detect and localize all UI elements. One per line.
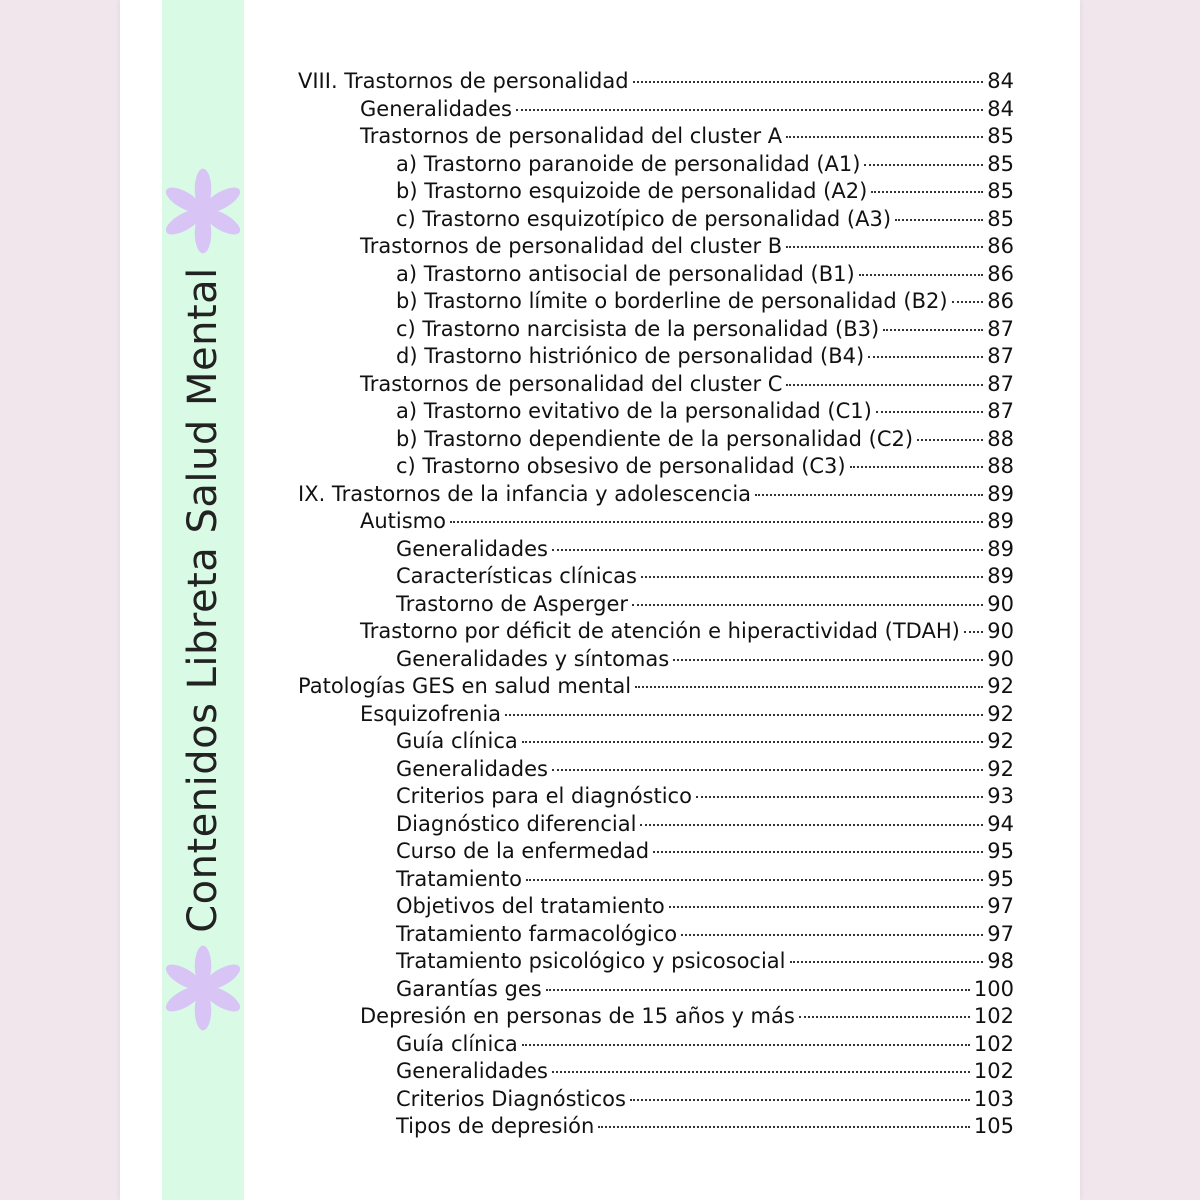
toc-entry — [396, 1113, 1014, 1140]
dot-leader — [917, 439, 983, 441]
toc-entry-page: 86 — [987, 289, 1014, 313]
toc-entry-page: 85 — [987, 124, 1014, 148]
toc-entry-page: 84 — [987, 69, 1014, 93]
sidebar-title: Contenidos Libreta Salud Mental — [180, 267, 226, 933]
toc-entry-label: Trastornos de personalidad del cluster C — [360, 371, 783, 396]
dot-leader — [786, 136, 983, 138]
dot-leader — [552, 769, 983, 771]
dot-leader — [633, 81, 984, 83]
toc-entry-page: 92 — [987, 729, 1014, 753]
toc-entry — [396, 563, 1014, 590]
toc-entry-page: 102 — [973, 1004, 1014, 1028]
toc-entry-page: 89 — [987, 564, 1014, 588]
toc-entry-label: Trastornos de personalidad del cluster A — [360, 124, 783, 148]
toc-entry-page: 85 — [987, 151, 1014, 176]
toc-entry-page: 102 — [973, 1059, 1014, 1083]
dot-leader — [876, 411, 983, 413]
toc-entry — [360, 233, 1014, 260]
toc-entry — [396, 811, 1014, 838]
toc-entry-label: Tipos de depresión — [396, 1114, 595, 1138]
toc-entry-label: c) Trastorno obsesivo de personalidad (C3) — [396, 454, 846, 478]
dot-leader — [850, 466, 984, 468]
toc-entry — [360, 618, 1014, 645]
toc-entry-label: b) Trastorno límite o borderline de personalidad (B2) — [396, 289, 948, 313]
toc-entry-label: Patologías GES en salud mental — [298, 674, 632, 698]
toc-entry — [396, 343, 1014, 370]
toc-entry-label: Esquizofrenia — [360, 701, 502, 726]
toc-entry-page: 94 — [987, 811, 1014, 836]
toc-entry-page: 105 — [973, 1114, 1014, 1138]
toc-entry-page: 87 — [987, 316, 1014, 341]
toc-entry-label: Diagnóstico diferencial — [396, 811, 637, 836]
toc-entry-label: Generalidades — [396, 536, 548, 561]
toc-entry-label: Trastornos de personalidad del cluster B — [360, 234, 783, 258]
dot-leader — [790, 961, 984, 963]
sidebar-band — [162, 0, 244, 1200]
dot-leader — [883, 329, 983, 331]
toc-entry — [396, 316, 1014, 343]
toc-entry — [360, 508, 1014, 535]
toc-entry-page: 85 — [987, 179, 1014, 203]
toc-entry-label: Características clínicas — [396, 564, 637, 588]
dot-leader — [673, 659, 983, 661]
toc-entry — [396, 756, 1014, 783]
dot-leader — [799, 1016, 970, 1018]
toc-entry — [396, 1086, 1014, 1113]
toc-entry-label: Garantías ges — [396, 976, 542, 1001]
toc-entry-page: 95 — [987, 866, 1014, 891]
dot-leader — [952, 301, 984, 303]
toc-entry-page: 90 — [987, 591, 1014, 616]
dot-leader — [630, 1099, 970, 1101]
dot-leader — [522, 741, 984, 743]
toc-entry-page: 97 — [987, 894, 1014, 918]
toc-entry-page: 92 — [987, 674, 1014, 698]
toc-entry — [396, 976, 1014, 1003]
toc-entry-page: 88 — [987, 426, 1014, 451]
dot-leader — [516, 109, 983, 111]
toc-entry-label: Depresión en personas de 15 años y más — [360, 1004, 795, 1028]
toc-entry-label: a) Trastorno antisocial de personalidad (B1) — [396, 261, 855, 286]
toc-entry — [360, 123, 1014, 150]
toc-entry-label: IX. Trastornos de la infancia y adolescencia — [298, 481, 752, 506]
toc-entry-label: VIII. Trastornos de personalidad — [298, 69, 629, 93]
toc-entry-label: d) Trastorno histriónico de personalidad (B4) — [396, 344, 865, 368]
toc-entry — [396, 866, 1014, 893]
toc-entry — [396, 261, 1014, 288]
toc-entry-label: Tratamiento psicológico y psicosocial — [396, 949, 786, 973]
dot-leader — [964, 631, 983, 633]
toc-entry — [396, 536, 1014, 563]
toc-entry-label: Criterios para el diagnóstico — [396, 784, 692, 808]
toc-entry-label: c) Trastorno esquizotípico de personalidad (A3) — [396, 206, 892, 231]
toc-entry-page: 87 — [987, 399, 1014, 423]
toc-entry-page: 95 — [987, 839, 1014, 863]
toc-entry — [396, 646, 1014, 673]
dot-leader — [871, 191, 983, 193]
toc-entry — [396, 921, 1014, 948]
flower-icon — [157, 165, 249, 257]
dot-leader — [895, 219, 983, 221]
toc-entry-label: Generalidades — [396, 756, 548, 781]
toc-entry-page: 102 — [973, 1031, 1014, 1056]
toc-entry — [396, 728, 1014, 755]
toc-entry-page: 89 — [987, 536, 1014, 561]
toc-entry-page: 86 — [987, 261, 1014, 286]
dot-leader — [522, 1044, 970, 1046]
toc-entry-label: Generalidades y síntomas — [396, 646, 670, 671]
toc-entry-page: 90 — [987, 646, 1014, 671]
toc-entry-label: Objetivos del tratamiento — [396, 894, 665, 918]
toc-entry-page: 92 — [987, 701, 1014, 726]
dot-leader — [864, 164, 983, 166]
toc-entry-label: Tratamiento farmacológico — [396, 921, 678, 946]
toc-entry — [298, 673, 1014, 700]
toc-entry — [396, 151, 1014, 178]
toc-entry — [396, 948, 1014, 975]
toc-entry-page: 90 — [987, 619, 1014, 643]
toc-entry — [396, 783, 1014, 810]
toc-entry-page: 85 — [987, 206, 1014, 231]
dot-leader — [868, 356, 983, 358]
dot-leader — [786, 246, 983, 248]
dot-leader — [635, 686, 983, 688]
dot-leader — [450, 521, 983, 523]
toc-entry — [360, 96, 1014, 123]
toc-entry-label: Autismo — [360, 509, 446, 533]
toc-entry-page: 88 — [987, 454, 1014, 478]
toc-entry — [360, 1003, 1014, 1030]
toc-entry-page: 89 — [987, 509, 1014, 533]
dot-leader — [546, 989, 970, 991]
toc-entry-label: Trastorno por déficit de atención e hiperactividad (TDAH) — [360, 619, 960, 643]
toc-entry-label: Generalidades — [396, 1059, 548, 1083]
dot-leader — [859, 274, 984, 276]
toc-entry-page: 86 — [987, 234, 1014, 258]
toc-entry — [396, 178, 1014, 205]
toc-entry-label: Guía clínica — [396, 1031, 518, 1056]
toc-entry-label: Generalidades — [360, 96, 512, 121]
toc-entry — [396, 288, 1014, 315]
toc-entry-page: 98 — [987, 949, 1014, 973]
dot-leader — [641, 576, 983, 578]
toc-entry-label: Tratamiento — [396, 866, 522, 891]
dot-leader — [681, 934, 983, 936]
toc-entry-label: Trastorno de Asperger — [396, 591, 628, 616]
toc-entry-page: 87 — [987, 371, 1014, 396]
toc-entry-label: a) Trastorno paranoide de personalidad (A1) — [396, 151, 861, 176]
toc-entry-page: 103 — [973, 1086, 1014, 1111]
toc-entry — [298, 68, 1014, 95]
dot-leader — [632, 604, 983, 606]
flower-icon — [157, 942, 249, 1034]
toc-entry — [396, 591, 1014, 618]
toc-entry — [396, 1031, 1014, 1058]
toc-entry-label: b) Trastorno esquizoide de personalidad (A2) — [396, 179, 868, 203]
dot-leader — [696, 796, 983, 798]
toc-entry-label: Curso de la enfermedad — [396, 839, 650, 863]
toc-entry — [396, 893, 1014, 920]
dot-leader — [755, 494, 983, 496]
toc-entry — [396, 398, 1014, 425]
toc-entry-page: 93 — [987, 784, 1014, 808]
toc-entry-page: 92 — [987, 756, 1014, 781]
dot-leader — [552, 549, 983, 551]
dot-leader — [526, 879, 983, 881]
toc-entry-label: b) Trastorno dependiente de la personalidad (C2) — [396, 426, 914, 451]
dot-leader — [653, 851, 983, 853]
toc-entry — [396, 426, 1014, 453]
toc-entry — [396, 838, 1014, 865]
notebook-page — [120, 0, 1080, 1200]
toc-entry-label: Criterios Diagnósticos — [396, 1086, 626, 1111]
toc-entry — [396, 1058, 1014, 1085]
toc-entry-label: a) Trastorno evitativo de la personalidad (C1) — [396, 399, 872, 423]
dot-leader — [598, 1126, 970, 1128]
toc-entry-label: c) Trastorno narcisista de la personalidad (B3) — [396, 316, 880, 341]
toc-entry-page: 100 — [973, 976, 1014, 1001]
toc-entry — [298, 481, 1014, 508]
toc-entry — [396, 453, 1014, 480]
toc-entry — [360, 701, 1014, 728]
toc-entry — [396, 206, 1014, 233]
dot-leader — [552, 1071, 970, 1073]
toc-entry-page: 97 — [987, 921, 1014, 946]
dot-leader — [786, 384, 983, 386]
toc-entry-page: 89 — [987, 481, 1014, 506]
toc-entry — [360, 371, 1014, 398]
dot-leader — [505, 714, 983, 716]
toc-entry-page: 84 — [987, 96, 1014, 121]
toc-entry-page: 87 — [987, 344, 1014, 368]
dot-leader — [669, 906, 983, 908]
dot-leader — [640, 824, 983, 826]
toc-entry-label: Guía clínica — [396, 729, 518, 753]
